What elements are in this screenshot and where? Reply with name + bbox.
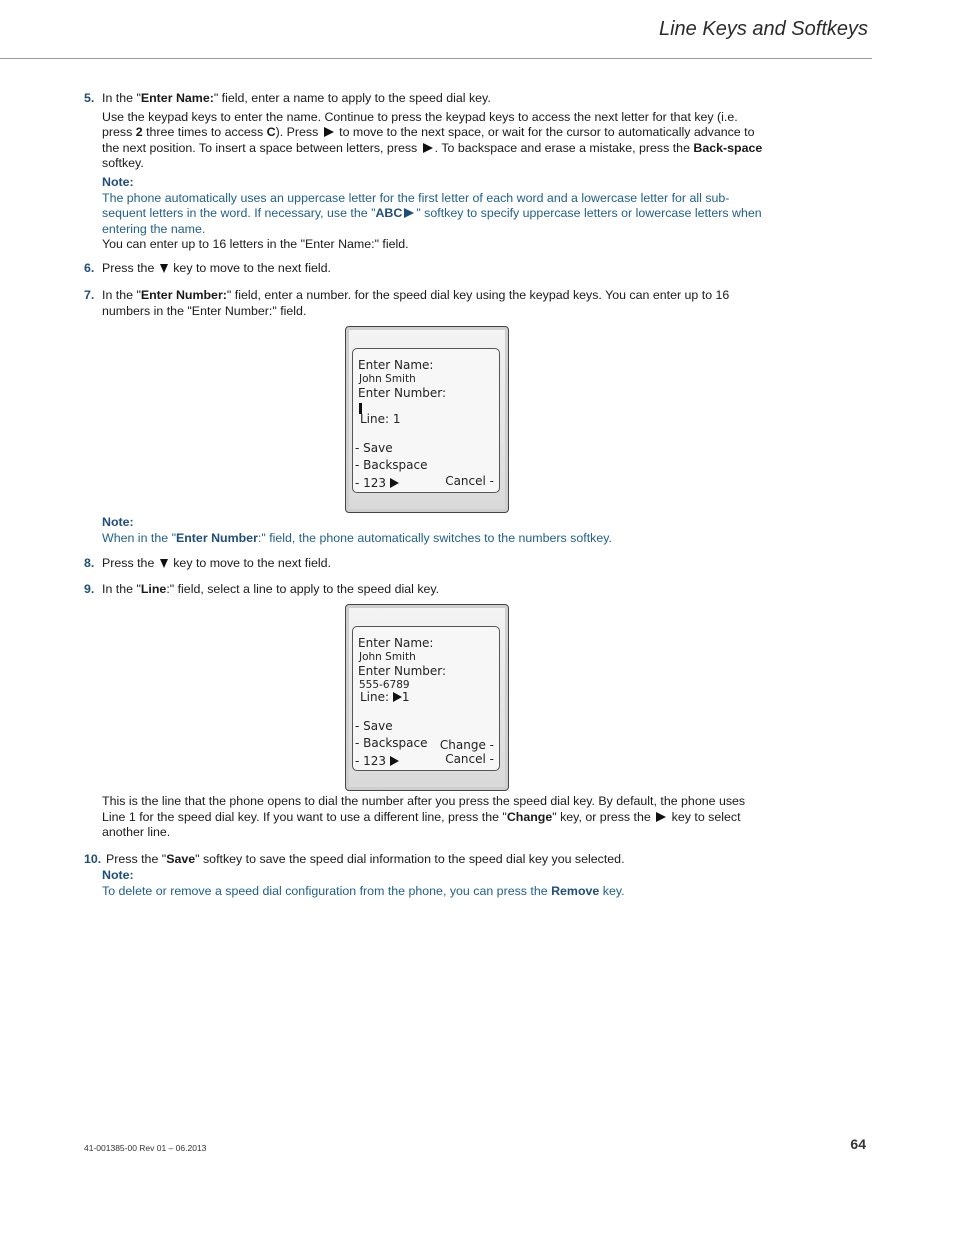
enter-number-label: Enter Number: bbox=[358, 664, 447, 678]
document-id: 41-001385-00 Rev 01 – 06.2013 bbox=[84, 1143, 207, 1153]
line-field: Line: 1 bbox=[360, 690, 410, 704]
step-9-text: In the "Line:" field, select a line to apply to the speed dial key. bbox=[102, 582, 440, 596]
enter-name-label: Enter Name: bbox=[358, 358, 434, 372]
line-label: Line: 1 bbox=[360, 412, 401, 426]
softkey-backspace[interactable]: - Backspace bbox=[355, 458, 428, 472]
note-text: When in the "Enter Number:" field, the phone automatically switches to the numbers softkey. bbox=[102, 530, 612, 545]
step-8-text: Press the key to move to the next field. bbox=[102, 556, 331, 570]
step-number: 8. bbox=[84, 556, 95, 570]
phone-display bbox=[352, 626, 500, 771]
note-text: The phone automatically uses an uppercase letter for the first letter of each word and a lowercase letter for all sub-sequent letters in the word. If necessary, use the "ABC " softkey to specify uppercase letters or lowercase letters when entering the name. bbox=[102, 190, 762, 236]
step-7 bbox=[84, 288, 764, 319]
note-label: Note: bbox=[102, 515, 134, 529]
right-arrow-icon bbox=[393, 692, 402, 702]
step-7-text: In the "Enter Number:" field, enter a number. for the speed dial key using the keypad keys. You can enter up to 16 numbers in the "Enter Number:" field. bbox=[102, 288, 730, 318]
name-value: John Smith bbox=[359, 651, 416, 663]
phone-screen-line-select bbox=[345, 604, 509, 791]
note-remove bbox=[84, 868, 764, 899]
step-9-explanation bbox=[84, 794, 764, 841]
line-explanation: This is the line that the phone opens to dial the number after you press the speed dial key. By default, the phone uses Line 1 for the speed dial key. If you want to use a different line, press the "Change" key, or press the key to select another line. bbox=[102, 794, 746, 840]
softkey-cancel[interactable]: Cancel - bbox=[445, 474, 494, 488]
note-text: To delete or remove a speed dial configuration from the phone, you can press the Remove key. bbox=[102, 883, 625, 898]
softkey-cancel[interactable]: Cancel - bbox=[445, 752, 494, 766]
right-arrow-icon bbox=[390, 478, 399, 488]
step-8 bbox=[84, 556, 764, 572]
note-label: Note: bbox=[102, 868, 134, 882]
number-value: 555-6789 bbox=[359, 679, 410, 691]
softkey-123[interactable]: - 123 bbox=[355, 754, 399, 770]
note-label: Note: bbox=[102, 174, 134, 189]
step-number: 6. bbox=[84, 261, 95, 275]
step-number: 9. bbox=[84, 582, 95, 596]
step-6-text: Press the key to move to the next field. bbox=[102, 261, 331, 275]
page-header-title: Line Keys and Softkeys bbox=[658, 18, 868, 40]
right-arrow-icon bbox=[404, 208, 414, 218]
step-5 bbox=[84, 91, 764, 253]
softkey-backspace[interactable]: - Backspace bbox=[355, 736, 428, 750]
step-number: 5. bbox=[84, 91, 95, 105]
step-10-text: Press the "Save" softkey to save the speed dial information to the speed dial key you selected. bbox=[106, 852, 625, 866]
step-5-intro: In the "Enter Name:" field, enter a name to apply to the speed dial key. bbox=[102, 91, 491, 105]
step-number: 7. bbox=[84, 288, 95, 302]
name-value: John Smith bbox=[359, 373, 416, 385]
step-6 bbox=[84, 261, 764, 277]
softkey-change[interactable]: Change - bbox=[439, 738, 494, 752]
step-number: 10. bbox=[84, 852, 102, 866]
softkey-123[interactable]: - 123 bbox=[355, 476, 399, 492]
enter-number-label: Enter Number: bbox=[358, 386, 447, 400]
header-divider bbox=[0, 58, 872, 59]
softkey-save[interactable]: - Save bbox=[355, 441, 393, 455]
right-arrow-icon bbox=[656, 812, 666, 822]
right-arrow-icon bbox=[390, 756, 399, 766]
step-10 bbox=[84, 852, 764, 868]
enter-name-label: Enter Name: bbox=[358, 636, 434, 650]
phone-display bbox=[352, 348, 500, 493]
down-arrow-icon bbox=[160, 264, 168, 273]
step-5-limit: You can enter up to 16 letters in the "Enter Name:" field. bbox=[102, 237, 409, 252]
phone-screen-enter-number bbox=[345, 326, 509, 513]
softkey-save[interactable]: - Save bbox=[355, 719, 393, 733]
right-arrow-icon bbox=[324, 127, 334, 137]
down-arrow-icon bbox=[160, 559, 168, 568]
page-number: 64 bbox=[850, 1136, 866, 1152]
right-arrow-icon bbox=[423, 143, 433, 153]
step-9 bbox=[84, 582, 764, 598]
step-5-instructions: Use the keypad keys to enter the name. Continue to press the keypad keys to access the next letter for that key (i.e. press 2 three times to access C). Press to move to the next space, or wait for the cursor to automatically advance to the next position. To insert a space between letters, press . To backspace and erase a mistake, press the Back-space softkey. bbox=[102, 109, 763, 171]
note-enter-number bbox=[84, 515, 764, 546]
